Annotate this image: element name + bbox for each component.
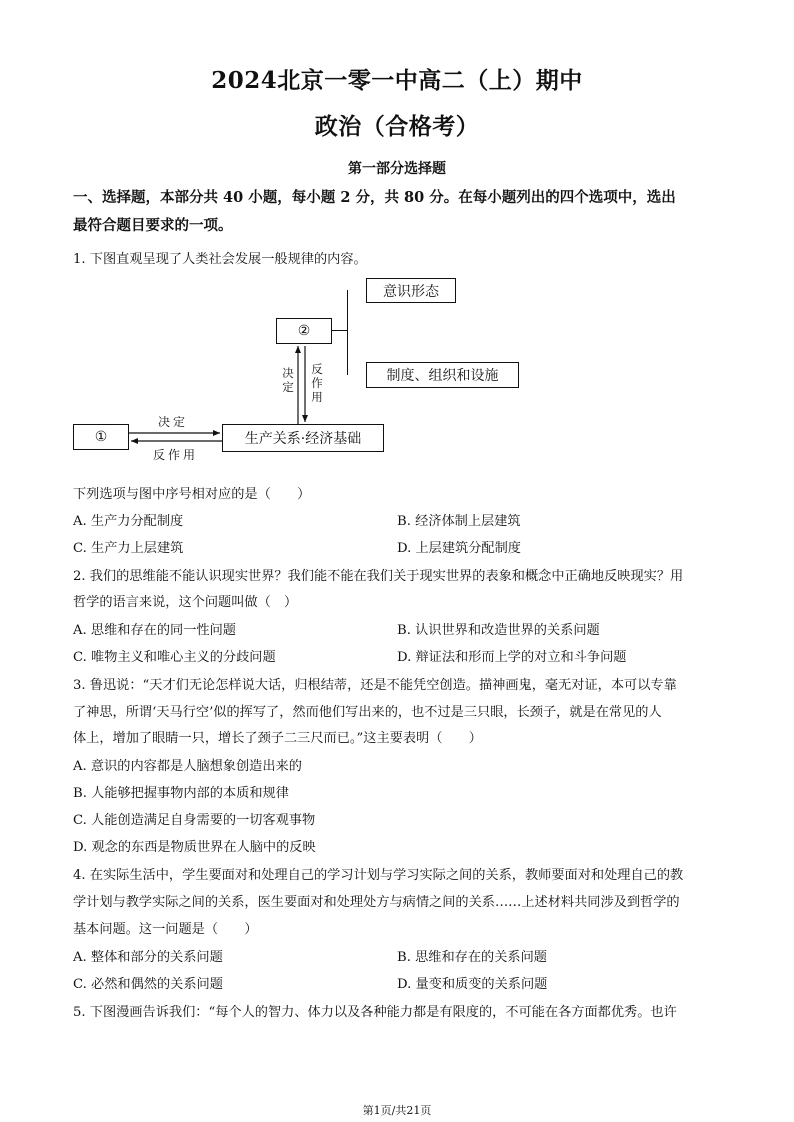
q5-line1: 5. 下图漫画告诉我们：“每个人的智力、体力以及各种能力都是有限度的，不可能在各方面都优秀。也许 [73,1005,677,1020]
q1-stem: 1. 下图直观呈现了人类社会发展一般规律的内容。 [73,252,367,267]
label-react-horizontal: 反作用 [153,448,199,462]
q3-line1: 3. 鲁迅说：“天才们无论怎样说大话，归根结蒂，还是不能凭空创造。描神画鬼，毫无对证，本可以专靠 [73,678,677,693]
q2-option-b: B. 认识世界和改造世界的关系问题 [397,623,600,638]
q3-option-c: C. 人能创造满足自身需要的一切客观事物 [73,813,316,828]
q2-option-d: D. 辩证法和形而上学的对立和斗争问题 [397,650,627,665]
diagram-box-2: ② [276,318,332,344]
page-subtitle: 政治（合格考） [314,113,480,140]
q1-option-d: D. 上层建筑分配制度 [397,541,521,556]
q1-option-a: A. 生产力分配制度 [73,514,184,529]
q4-line3: 基本问题。这一问题是（ ） [73,922,258,937]
q2-line2: 哲学的语言来说，这个问题叫做（ ） [73,595,298,610]
diagram-box-1: ① [73,424,129,450]
diagram-box-institutions: 制度、组织和设施 [366,362,519,388]
part-heading: 第一部分选择题 [348,161,446,177]
q4-option-c: C. 必然和偶然的关系问题 [73,977,223,992]
q1-option-b: B. 经济体制上层建筑 [397,514,521,529]
q3-option-b: B. 人能够把握事物内部的本质和规律 [73,786,289,801]
q2-option-c: C. 唯物主义和唯心主义的分歧问题 [73,650,276,665]
q1-ask: 下列选项与图中序号相对应的是（ ） [73,487,311,502]
q4-option-a: A. 整体和部分的关系问题 [73,950,223,965]
section-instruction-line1: 一、选择题，本部分共 40 小题，每小题 2 分，共 80 分。在每小题列出的四个选项中，选出 [73,189,676,206]
label-decide-horizontal: 决定 [158,415,189,429]
q2-line1: 2. 我们的思维能不能认识现实世界？我们能不能在我们关于现实世界的表象和概念中正确地反映现实？用 [73,569,684,584]
q3-line2: 了神思，所谓‘天马行空’似的挥写了，然而他们写出来的，也不过是三只眼，长颈子，就是在常见的人 [73,705,662,720]
q4-line2: 学计划与教学实际之间的关系，医生要面对和处理处方与病情之间的关系……上述材料共同涉及到哲学的 [73,895,680,910]
q4-option-d: D. 量变和质变的关系问题 [397,977,548,992]
q4-option-b: B. 思维和存在的关系问题 [397,950,547,965]
diagram-box-base: 生产关系·经济基础 [222,424,384,452]
q3-line3: 体上，增加了眼睛一只，增长了颈子二三尺而已。”这主要表明（ ） [73,731,482,746]
label-react-vertical: 反作用 [311,362,323,404]
q1-option-c: C. 生产力上层建筑 [73,541,184,556]
label-decide-vertical: 决定 [282,366,294,394]
section-instruction-line2: 最符合题目要求的一项。 [73,217,233,234]
page-title: 2024北京一零一中高二（上）期中 [211,67,583,94]
page-number: 第1页/共21页 [362,1104,432,1117]
q4-line1: 4. 在实际生活中，学生要面对和处理自己的学习计划与学习实际之间的关系，教师要面对和处理自己的教 [73,868,684,883]
q3-option-a: A. 意识的内容都是人脑想象创造出来的 [73,759,302,774]
diagram-box-ideology: 意识形态 [366,278,456,303]
q3-option-d: D. 观念的东西是物质世界在人脑中的反映 [73,840,316,855]
q2-option-a: A. 思维和存在的同一性问题 [73,623,236,638]
